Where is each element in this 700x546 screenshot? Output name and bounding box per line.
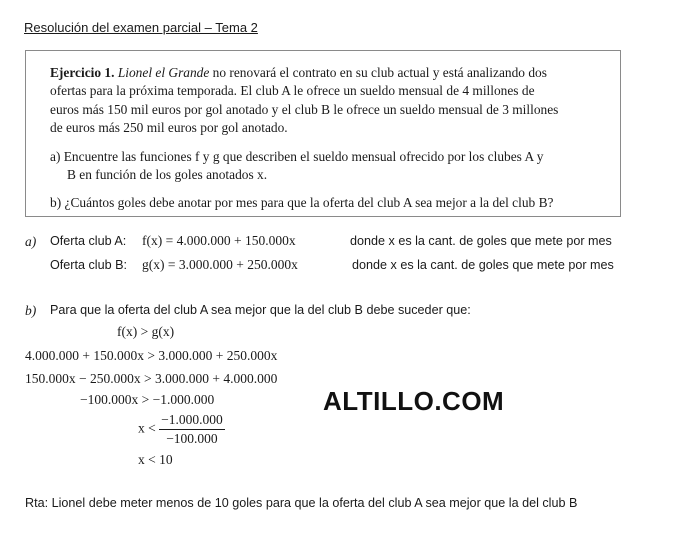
answer-b-intro: Para que la oferta del club A sea mejor que la del club B debe suceder que: <box>50 303 471 317</box>
answer-a-marker: a) <box>25 234 37 249</box>
exercise-statement-box <box>25 50 621 217</box>
exercise-item-a-line-1: a) Encuentre las funciones f y g que describen el sueldo mensual ofrecido por los clubes A y <box>50 149 544 164</box>
offer-b-formula: g(x) = 3.000.000 + 250.000x <box>142 257 298 272</box>
step-5-denominator: −100.000 <box>166 431 218 446</box>
exercise-line-1 <box>50 65 547 81</box>
offer-a-label: Oferta club A: <box>50 234 127 248</box>
inequality-step-4: −100.000x > −1.000.000 <box>80 392 215 407</box>
inequality-step-1: f(x) > g(x) <box>117 324 175 339</box>
inequality-step-6: x < 10 <box>138 452 173 467</box>
watermark-logo: ALTILLO.COM <box>323 386 505 416</box>
offer-a-formula: f(x) = 4.000.000 + 150.000x <box>142 233 296 248</box>
offer-b-note: donde x es la cant. de goles que mete por mes <box>352 258 614 272</box>
exercise-line-1-rest: no renovará el contrato en su club actual y está analizando dos <box>209 65 547 80</box>
exercise-item-b: b) ¿Cuántos goles debe anotar por mes para que la oferta del club A sea mejor a la del club B? <box>50 195 554 210</box>
exercise-name: Lionel el Grande <box>117 65 210 80</box>
offer-a-note: donde x es la cant. de goles que mete por mes <box>350 234 612 248</box>
step-5-numerator: −1.000.000 <box>159 412 225 430</box>
exercise-label: Ejercicio 1. <box>50 65 115 80</box>
inequality-step-5 <box>138 412 225 447</box>
exercise-item-a-line-2: B en función de los goles anotados x. <box>67 167 268 182</box>
exercise-line-2: ofertas para la próxima temporada. El club A le ofrece un sueldo mensual de 4 millones de <box>50 83 535 98</box>
offer-b-label: Oferta club B: <box>50 258 127 272</box>
step-5-lhs: x < <box>138 420 156 436</box>
step-5-fraction <box>159 412 225 447</box>
inequality-step-2: 4.000.000 + 150.000x > 3.000.000 + 250.000x <box>25 348 278 363</box>
exercise-line-4: de euros más 250 mil euros por gol anotado. <box>50 120 288 135</box>
answer-b-marker: b) <box>25 303 37 318</box>
exercise-line-3: euros más 150 mil euros por gol anotado y el club B le ofrece un sueldo mensual de 3 millones <box>50 102 559 117</box>
conclusion-text: Rta: Lionel debe meter menos de 10 goles para que la oferta del club A sea mejor que la del club B <box>25 496 578 510</box>
document-title: Resolución del examen parcial – Tema 2 <box>24 20 258 35</box>
inequality-step-3: 150.000x − 250.000x > 3.000.000 + 4.000.000 <box>25 371 278 386</box>
